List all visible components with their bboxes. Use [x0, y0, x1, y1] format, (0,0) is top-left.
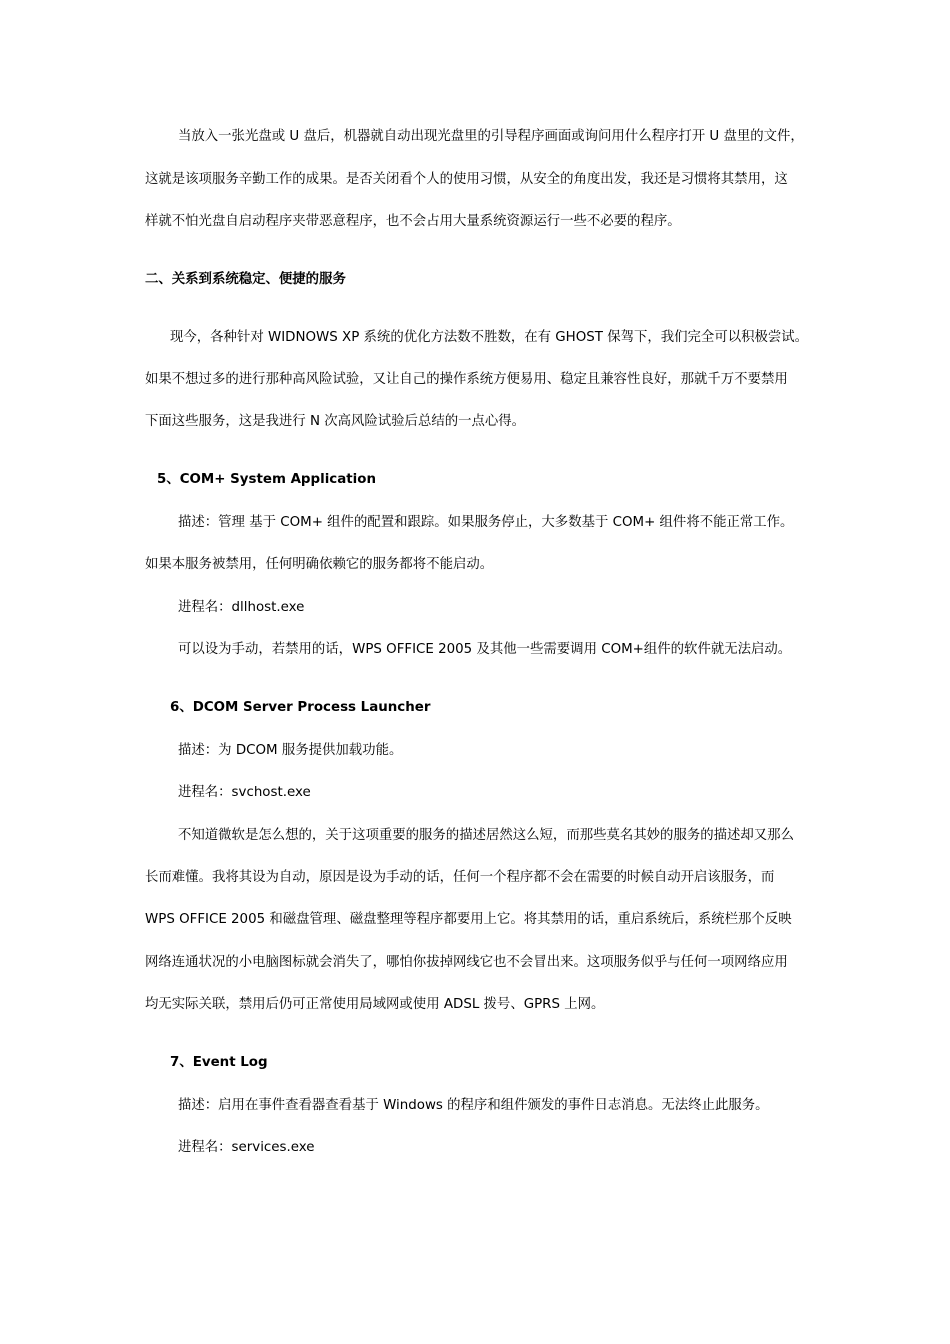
item7-desc: 描述：启用在事件查看器查看基于 Windows 的程序和组件颁发的事件日志消息。无法终止此服务。 [178, 1098, 769, 1113]
intro-line-3: 样就不怕光盘自启动程序夹带恶意程序，也不会占用大量系统资源运行一些不必要的程序。 [145, 214, 681, 229]
item6-note-line-3: WPS OFFICE 2005 和磁盘管理、磁盘整理等程序都要用上它。将其禁用的话，重启系统后，系统栏那个反映 [145, 912, 792, 927]
item6-heading: 6、DCOM Server Process Launcher [170, 700, 431, 715]
item7-process: 进程名：services.exe [178, 1140, 315, 1155]
section2-heading: 二、关系到系统稳定、便捷的服务 [145, 272, 346, 287]
intro-line-2: 这就是该项服务辛勤工作的成果。是否关闭看个人的使用习惯，从安全的角度出发，我还是习惯将其禁用，这 [145, 172, 788, 187]
item5-desc-line-2: 如果本服务被禁用，任何明确依赖它的服务都将不能启动。 [145, 557, 494, 572]
item5-desc-line-1: 描述：管理 基于 COM+ 组件的配置和跟踪。如果服务停止，大多数基于 COM+ 组件将不能正常工作。 [178, 515, 794, 530]
item5-note: 可以设为手动，若禁用的话，WPS OFFICE 2005 及其他一些需要调用 COM+组件的软件就无法启动。 [178, 642, 792, 657]
item6-note-line-1: 不知道微软是怎么想的，关于这项重要的服务的描述居然这么短，而那些莫名其妙的服务的描述却又那么 [178, 828, 794, 843]
item5-process: 进程名：dllhost.exe [178, 600, 305, 615]
section2-line-2: 如果不想过多的进行那种高风险试验，又让自己的操作系统方便易用、稳定且兼容性良好，那就千万不要禁用 [145, 372, 788, 387]
item6-desc: 描述：为 DCOM 服务提供加载功能。 [178, 743, 403, 758]
section2-line-1: 现今，各种针对 WIDNOWS XP 系统的优化方法数不胜数，在有 GHOST 保驾下，我们完全可以积极尝试。 [170, 330, 809, 345]
item6-process: 进程名：svchost.exe [178, 785, 311, 800]
item6-note-line-5: 均无实际关联，禁用后仍可正常使用局域网或使用 ADSL 拨号、GPRS 上网。 [145, 997, 605, 1012]
item6-note-line-2: 长而难懂。我将其设为自动，原因是设为手动的话，任何一个程序都不会在需要的时候自动开启该服务，而 [145, 870, 775, 885]
item5-heading: 5、COM+ System Application [157, 472, 376, 487]
intro-line-1: 当放入一张光盘或 U 盘后，机器就自动出现光盘里的引导程序画面或询问用什么程序打开 U 盘里的文件， [178, 129, 804, 144]
item6-note-line-4: 网络连通状况的小电脑图标就会消失了，哪怕你拔掉网线它也不会冒出来。这项服务似乎与任何一项网络应用 [145, 955, 788, 970]
section2-line-3: 下面这些服务，这是我进行 N 次高风险试验后总结的一点心得。 [145, 414, 526, 429]
item7-heading: 7、Event Log [170, 1055, 268, 1070]
